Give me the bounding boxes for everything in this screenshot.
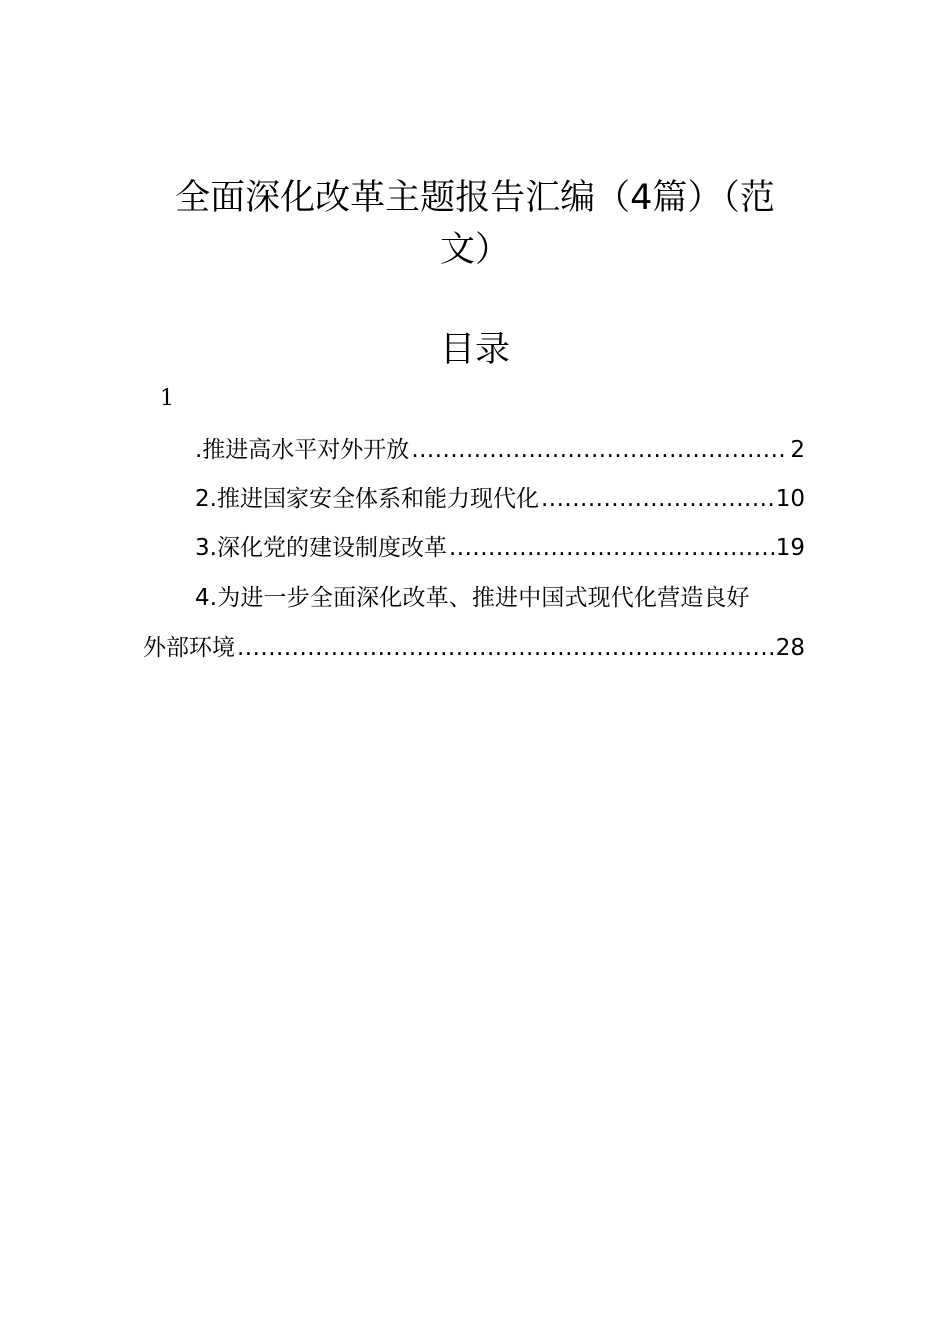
toc-page-number: 28 (775, 635, 805, 661)
toc-entry-text: 外部环境 (143, 635, 235, 661)
stray-number: 1 (160, 386, 174, 411)
title-line-2: 文） (439, 230, 510, 270)
toc-entry-4-line-2[interactable] (143, 630, 805, 666)
toc-entry-text: 3.深化党的建设制度改革 (195, 535, 447, 561)
toc-entry-2[interactable] (195, 481, 805, 517)
toc-entry-1[interactable] (195, 432, 805, 468)
toc-entry-3[interactable] (195, 530, 805, 566)
toc-leader-dots (449, 530, 774, 566)
toc-page-number: 2 (790, 437, 805, 463)
toc-entry-text: .推进高水平对外开放 (195, 437, 410, 463)
toc-page-number: 10 (775, 486, 805, 512)
toc-leader-dots (541, 481, 774, 517)
toc-page-number: 19 (775, 535, 805, 561)
toc-entry-text: 2.推进国家安全体系和能力现代化 (195, 486, 539, 512)
title-line-1: 全面深化改革主题报告汇编（4篇）（范 (175, 178, 775, 218)
toc-heading: 目录 (439, 330, 510, 370)
toc-leader-dots (411, 432, 788, 468)
toc-leader-dots (237, 630, 774, 666)
document-title (140, 172, 810, 276)
toc-entry-4-line-1[interactable]: 4.为进一步全面深化改革、推进中国式现代化营造良好 (195, 585, 750, 611)
